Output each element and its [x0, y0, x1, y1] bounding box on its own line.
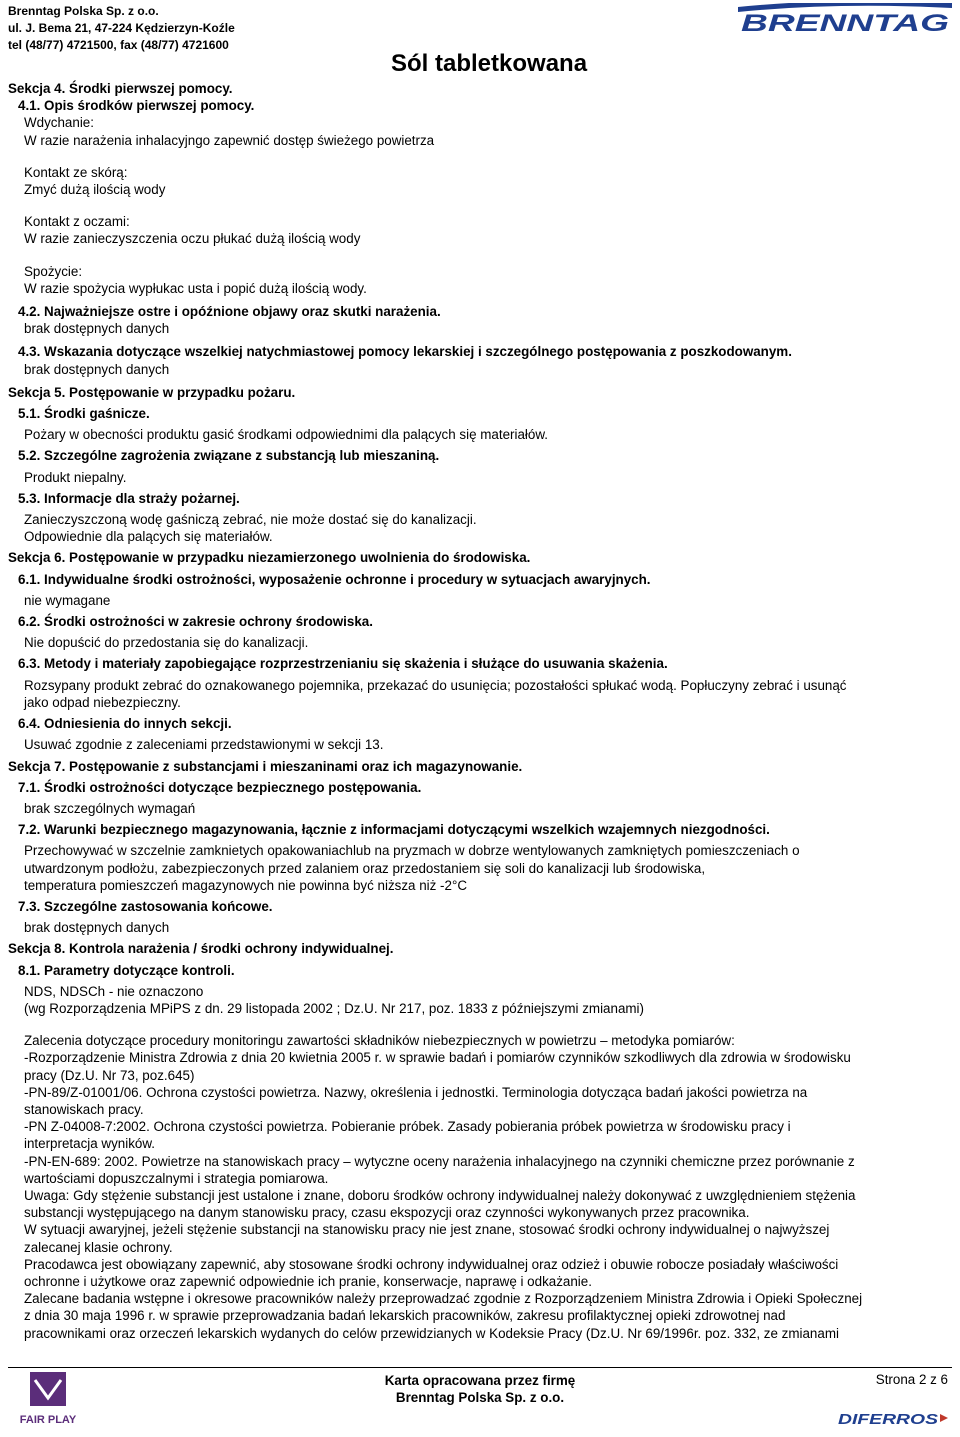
emergency-line1: W sytuacji awaryjnej, jeżeli stężenie substancji na stanowisku pracy nie jest znane, stosować środki ochrony indywidualnej o najwyższej: [24, 1222, 830, 1238]
skin-text: Zmyć dużą ilością wody: [24, 182, 166, 198]
inhalation-text: W razie narażenia inhalacyjngo zapewnić dostęp świeżego powietrza: [24, 132, 435, 148]
pn-89-line2: stanowiskach pracy.: [24, 1101, 144, 1117]
text-7-3: brak dostępnych danych: [24, 920, 170, 936]
employer-line2: ochronne i użytkowe oraz zapewnić odpowiednie ich pranie, konserwacje, naprawę i odkażanie.: [24, 1273, 592, 1289]
subsection-7-3: 7.3. Szczególne zastosowania końcowe.: [18, 898, 273, 914]
inhalation-label: Wdychanie:: [24, 115, 94, 131]
note-line1: Uwaga: Gdy stężenie substancji jest ustalone i znane, doboru środków ochrony indywidualnej należy dokonywać z uwzględnieniem stężenia: [24, 1187, 856, 1203]
eye-text: W razie zanieczyszczenia oczu płukać dużą ilością wody: [24, 231, 361, 247]
footer-credit: [0, 1372, 960, 1406]
text-7-2a: Przechowywać w szczelnie zamknietych opakowaniachlub na pryzmach w dobrze wentylowanych zamkniętych pomieszczeniach o: [24, 843, 800, 859]
company-header: [8, 3, 235, 54]
subsection-7-1: 7.1. Środki ostrożności dotyczące bezpiecznego postępowania.: [18, 779, 422, 795]
section-6-heading: Sekcja 6. Postępowanie w przypadku niezamierzonego uwolnienia do środowiska.: [8, 550, 531, 566]
section-7-heading: Sekcja 7. Postępowanie z substancjami i mieszaninami oraz ich magazynowanie.: [8, 758, 523, 774]
subsection-4-2: 4.2. Najważniejsze ostre i opóźnione objawy oraz skutki narażenia.: [18, 304, 441, 320]
subsection-4-1: 4.1. Opis środków pierwszej pomocy.: [18, 98, 255, 114]
company-address: ul. J. Bema 21, 47-224 Kędzierzyn-Koźle: [8, 21, 235, 35]
pn-z-line1: -PN Z-04008-7:2002. Ochrona czystości powietrza. Pobieranie próbek. Zasady pobierania próbek powietrza w środowisku pracy i: [24, 1119, 791, 1135]
ingestion-text: W razie spożycia wypłukac usta i popić dużą ilością wody.: [24, 280, 367, 296]
subsection-5-2: 5.2. Szczególne zagrożenia związane z substancją lub mieszaniną.: [18, 448, 440, 464]
text-6-3a: Rozsypany produkt zebrać do oznakowanego pojemnika, przekazać do usunięcia; pozostałości spłukać wodą. Popłuczyny zebrać i usunąć: [24, 677, 847, 693]
footer-line1: Karta opracowana przez firmę: [384, 1373, 576, 1388]
text-5-3a: Zanieczyszczoną wodę gaśniczą zebrać, nie może dostać się do kanalizacji.: [24, 512, 477, 528]
section-5-heading: Sekcja 5. Postępowanie w przypadku pożaru.: [8, 384, 296, 400]
ingestion-label: Spożycie:: [24, 263, 83, 279]
subsection-5-3: 5.3. Informacje dla straży pożarnej.: [18, 490, 240, 506]
company-phone: tel (48/77) 4721500, fax (48/77) 4721600: [8, 38, 229, 52]
regulation-reference: (wg Rozporządzenia MPiPS z dn. 29 listopada 2002 ; Dz.U. Nr 217, poz. 1833 z późniejszymi zmianami): [24, 1000, 644, 1016]
subsection-8-1: 8.1. Parametry dotyczące kontroli.: [18, 962, 235, 978]
text-6-4: Usuwać zgodnie z zaleceniami przedstawionymi w sekcji 13.: [24, 737, 384, 753]
page-number: Strona 2 z 6: [875, 1372, 948, 1387]
document-body: [8, 80, 946, 1342]
medical-line3: pracownikami oraz orzeczeń lekarskich wydanych do celów przewidzianych w Kodeksie Pracy (Dz.U. Nr 69/1996r. poz. 332, ze zmianami: [24, 1325, 839, 1341]
document-title: Sól tabletkowana: [391, 50, 588, 77]
text-4-3: brak dostępnych danych: [24, 361, 170, 377]
emergency-line2: zalecanej klasie ochrony.: [24, 1239, 173, 1255]
section-8-heading: Sekcja 8. Kontrola narażenia / środki ochrony indywidualnej.: [8, 941, 394, 957]
nds-text: NDS, NDSCh - nie oznaczono: [24, 983, 204, 999]
text-4-2: brak dostępnych danych: [24, 321, 170, 337]
subsection-6-3: 6.3. Metody i materiały zapobiegające rozprzestrzenianiu się skażenia i służące do usuwania skażenia.: [18, 656, 668, 672]
skin-label: Kontakt ze skórą:: [24, 164, 128, 180]
section-4-heading: Sekcja 4. Środki pierwszej pomocy.: [8, 81, 233, 96]
text-5-1: Pożary w obecności produktu gasić środkami odpowiednimi dla palących się materiałów.: [24, 427, 548, 443]
subsection-7-2: 7.2. Warunki bezpiecznego magazynowania, łącznie z informacjami dotyczącymi wszelkich wzajemnych niezgodności.: [18, 822, 770, 838]
pn-89-line1: -PN-89/Z-01001/06. Ochrona czystości powietrza. Nazwy, określenia i jednostki. Terminologia dotycząca badań jakości powietrza na: [24, 1084, 808, 1100]
brenntag-logo-text: BRENNTAG: [741, 10, 949, 33]
pn-en-line2: wartościami dopuszczalnymi i strategia pomiarowa.: [24, 1170, 329, 1186]
brenntag-logo: [738, 3, 952, 33]
footer-divider: [8, 1367, 952, 1368]
company-name: Brenntag Polska Sp. z o.o.: [8, 4, 159, 18]
text-6-3b: jako odpad niebezpieczny.: [24, 694, 181, 710]
subsection-4-3: 4.3. Wskazania dotyczące wszelkiej natychmiastowej pomocy lekarskiej i szczególnego postępowania z poszkodowanym.: [18, 344, 792, 360]
subsection-5-1: 5.1. Środki gaśnicze.: [18, 406, 150, 422]
monitoring-intro: Zalecenia dotyczące procedury monitoringu zawartości składników niebezpiecznych w powietrzu – metodyka pomiarów:: [24, 1033, 735, 1049]
footer-line2: Brenntag Polska Sp. z o.o.: [395, 1390, 565, 1405]
eye-label: Kontakt z oczami:: [24, 214, 130, 230]
fair-play-text: FAIR PLAY: [19, 1414, 77, 1426]
subsection-6-2: 6.2. Środki ostrożności w zakresie ochrony środowiska.: [18, 614, 373, 630]
text-6-1: nie wymagane: [24, 592, 111, 608]
text-7-2b: utwardzonym podłożu, zabezpieczonych przed zalaniem oraz przedostaniem się soli do kanalizacji lub środowiska,: [24, 860, 706, 876]
subsection-6-4: 6.4. Odniesienia do innych sekcji.: [18, 716, 232, 732]
text-6-2: Nie dopuścić do przedostania się do kanalizacji.: [24, 635, 309, 651]
diferros-logo: [838, 1408, 950, 1428]
medical-line1: Zalecane badania wstępne i okresowe pracowników należy przeprowadzać zgodnie z Rozporządzeniem Ministra Zdrowia i Opieki Społecznej: [24, 1291, 863, 1307]
medical-line2: z dnia 30 maja 1996 r. w sprawie przeprowadzania badań lekarskich pracowników, zakresu profilaktycznej opieki zdrowotnej nad: [24, 1308, 786, 1324]
reg-2005-line2: pracy (Dz.U. Nr 73, poz.645): [24, 1067, 195, 1083]
text-7-2c: temperatura pomieszczeń magazynowych nie powinna być niższa niż -2°C: [24, 877, 467, 893]
text-5-3b: Odpowiednie dla palących się materiałów.: [24, 529, 273, 545]
text-7-1: brak szczególnych wymagań: [24, 800, 196, 816]
subsection-6-1: 6.1. Indywidualne środki ostrożności, wyposażenie ochronne i procedury w sytuacjach awaryjnych.: [18, 571, 651, 587]
text-5-2: Produkt niepalny.: [24, 469, 127, 485]
employer-line1: Pracodawca jest obowiązany zapewnić, aby stosowane środki ochrony indywidualnej oraz odzież i obuwie robocze posiadały właściwości: [24, 1256, 839, 1272]
pn-z-line2: interpretacja wyników.: [24, 1136, 155, 1152]
diferros-text: DIFERROS: [838, 1411, 938, 1428]
note-line2: substancji występującego na danym stanowisku pracy, czasu ekspozycji oraz czynności wykonywanych przez pracownika.: [24, 1205, 750, 1221]
pn-en-line1: -PN-EN-689: 2002. Powietrze na stanowiskach pracy – wytyczne oceny narażenia inhalacyjnego na czynniki chemiczne przez porównanie z: [24, 1153, 855, 1169]
reg-2005-line1: -Rozporządzenie Ministra Zdrowia z dnia 20 kwietnia 2005 r. w sprawie badań i pomiarów czynników szkodliwych dla zdrowia w środowisku: [24, 1050, 851, 1066]
